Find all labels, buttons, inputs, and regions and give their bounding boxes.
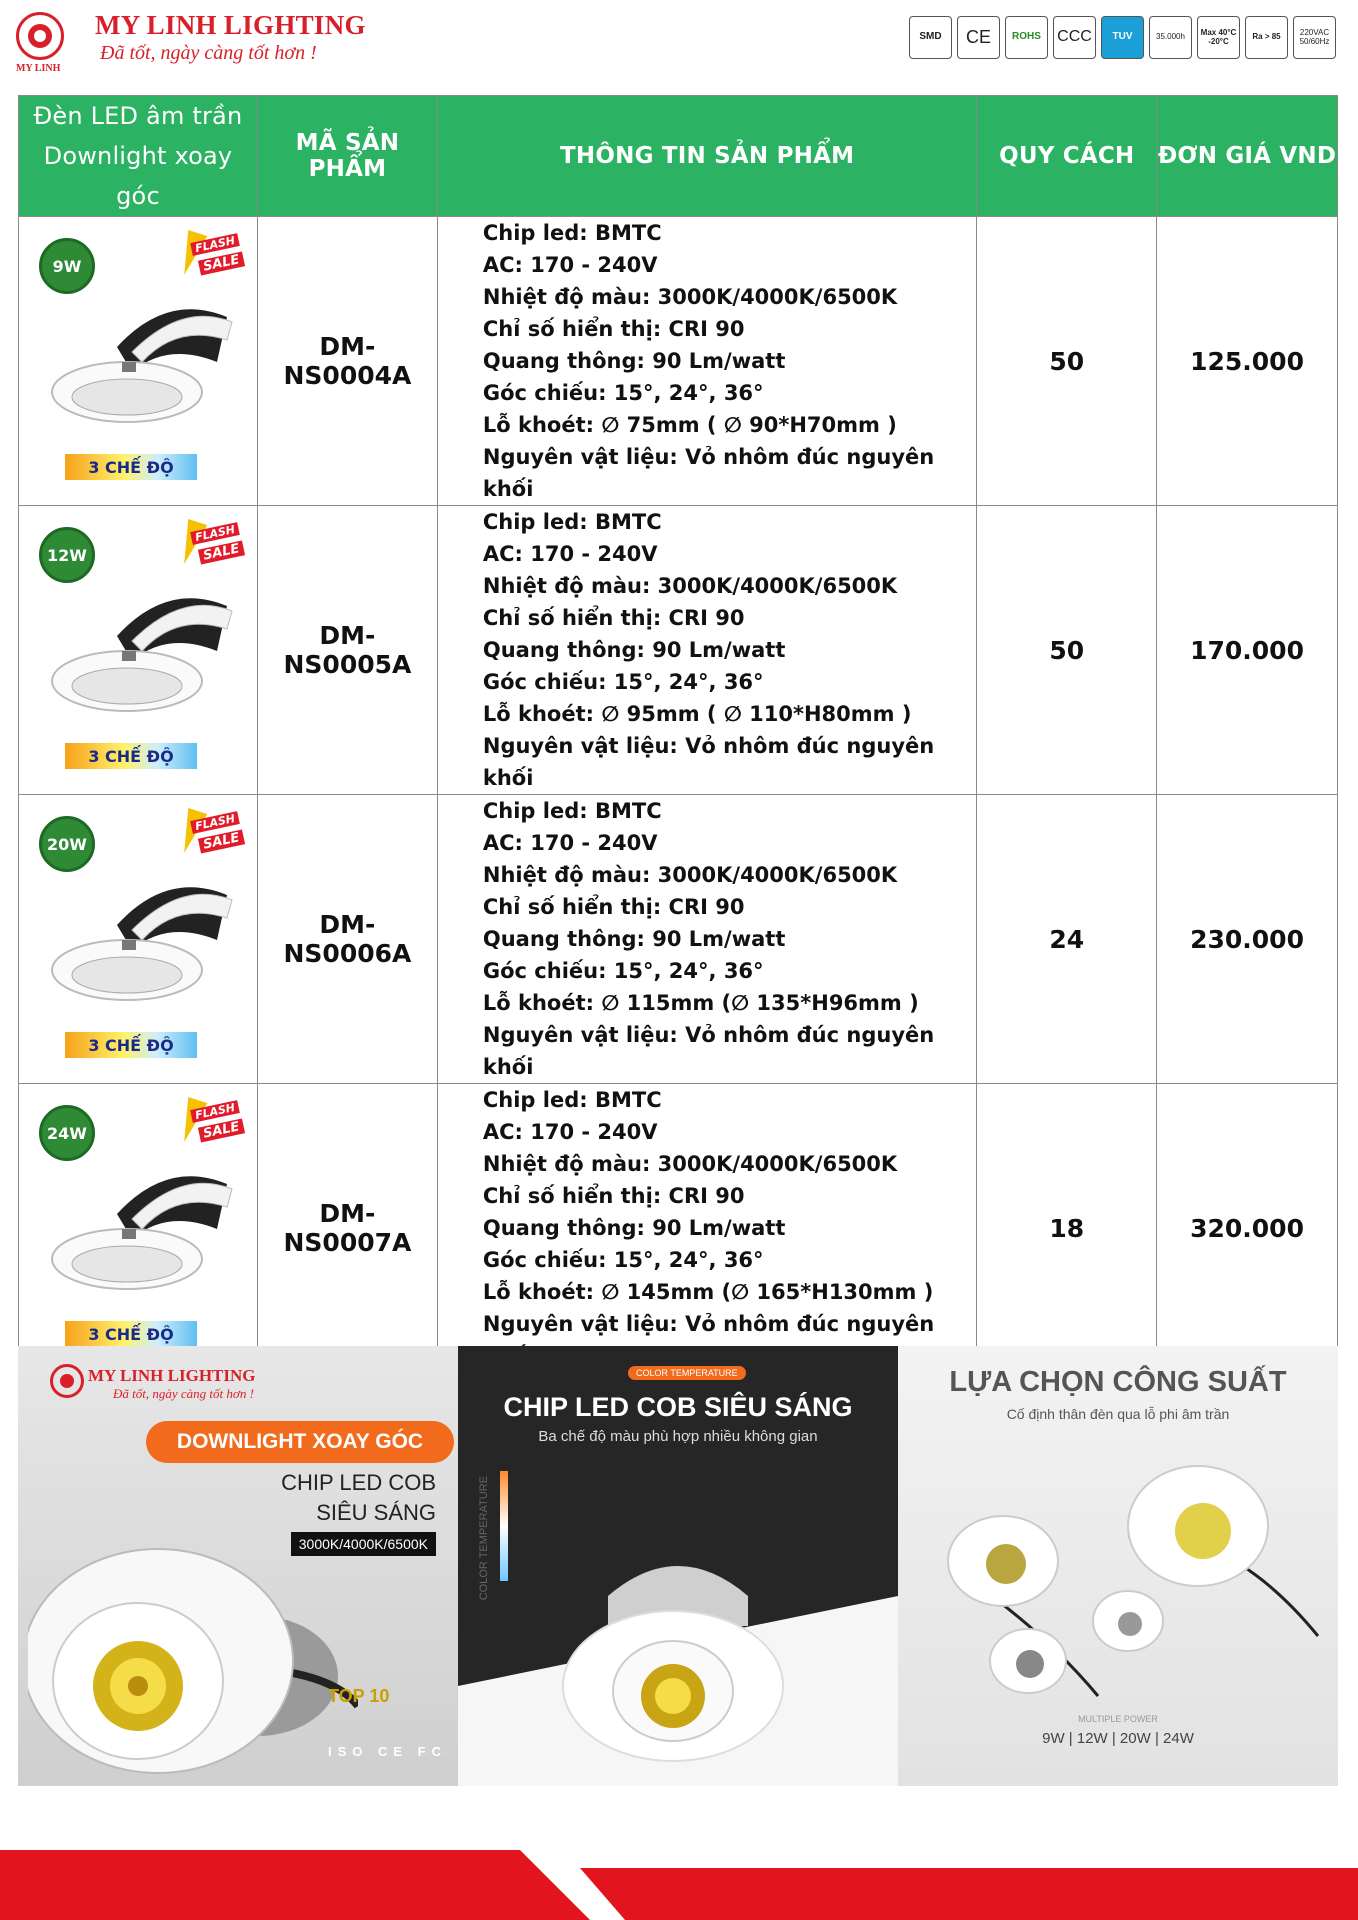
downlight-product-photo bbox=[47, 292, 237, 432]
lifetime-icon: 35.000h bbox=[1149, 16, 1192, 59]
package-quantity: 50 bbox=[977, 217, 1157, 506]
flash-label: FLASH bbox=[190, 1100, 240, 1123]
temperature-badge: 3000K/4000K/6500K bbox=[291, 1532, 436, 1556]
table-row bbox=[19, 506, 1338, 795]
sale-label: SALE bbox=[198, 830, 245, 854]
header-info: THÔNG TIN SẢN PHẨM bbox=[437, 96, 976, 217]
product-image-cell bbox=[19, 1084, 258, 1373]
promo-line-1: CHIP LED COB bbox=[281, 1470, 436, 1495]
product-image-cell bbox=[19, 217, 258, 506]
brand-slogan: Đã tốt, ngày càng tốt hơn ! bbox=[100, 42, 317, 64]
scale-label: COLOR TEMPERATURE bbox=[478, 1476, 490, 1601]
package-quantity: 18 bbox=[977, 1084, 1157, 1373]
table-row bbox=[19, 795, 1338, 1084]
wattage-badge: 24W bbox=[39, 1105, 95, 1161]
multiple-power-label: MULTIPLE POWER bbox=[1078, 1714, 1158, 1724]
spec-line: AC: 170 - 240V bbox=[482, 831, 658, 855]
spec-line: Nguyên vật liệu: Vỏ nhôm đúc nguyên khối bbox=[482, 734, 935, 790]
ccc-icon: CCC bbox=[1053, 16, 1096, 59]
three-mode-badge: 3 CHẾ ĐỘ bbox=[65, 1032, 197, 1058]
my-linh-logo-icon bbox=[50, 1364, 84, 1398]
promo-power-title: LỰA CHỌN CÔNG SUẤT bbox=[949, 1366, 1287, 1398]
three-mode-badge: 3 CHẾ ĐỘ bbox=[65, 454, 197, 480]
product-code: DM-NS0007A bbox=[257, 1084, 437, 1373]
tuv-icon: TUV bbox=[1101, 16, 1144, 59]
product-specs bbox=[437, 795, 976, 1084]
spec-line: Góc chiếu: 15°, 24°, 36° bbox=[482, 1248, 764, 1272]
flash-label: FLASH bbox=[190, 233, 240, 256]
spec-line: Nguyên vật liệu: Vỏ nhôm đúc nguyên khối bbox=[482, 445, 935, 501]
spec-line: Nhiệt độ màu: 3000K/4000K/6500K bbox=[482, 285, 898, 309]
unit-price: 170.000 bbox=[1157, 506, 1338, 795]
flash-sale-icon bbox=[181, 1099, 243, 1147]
product-image-cell bbox=[19, 506, 258, 795]
spec-line: Nguyên vật liệu: Vỏ nhôm đúc nguyên bbox=[482, 1312, 935, 1336]
three-mode-badge: 3 CHẾ ĐỘ bbox=[65, 743, 197, 769]
certification-row bbox=[909, 16, 1336, 59]
spec-line: Nhiệt độ màu: 3000K/4000K/6500K bbox=[482, 574, 898, 598]
package-quantity: 50 bbox=[977, 506, 1157, 795]
product-specs bbox=[437, 506, 976, 795]
product-code: DM-NS0004A bbox=[257, 217, 437, 506]
downlight-product-photo bbox=[47, 1159, 237, 1299]
header-code: MÃ SẢN PHẨM bbox=[257, 96, 437, 217]
spec-line: AC: 170 - 240V bbox=[482, 1120, 658, 1144]
power-icon: 220VAC 50/60Hz bbox=[1293, 16, 1336, 59]
spec-line: Lỗ khoét: ∅ 145mm (∅ 165*H130mm ) bbox=[482, 1280, 934, 1304]
my-linh-logo-icon bbox=[16, 12, 64, 60]
header-product-line: Downlight xoay góc bbox=[43, 142, 233, 210]
page-header bbox=[0, 0, 1358, 90]
promo-brand: MY LINH LIGHTING bbox=[88, 1366, 256, 1385]
flash-sale-icon bbox=[181, 810, 243, 858]
color-temperature-scale bbox=[500, 1471, 508, 1581]
spec-line: Quang thông: 90 Lm/watt bbox=[482, 927, 786, 951]
brand-name: MY LINH LIGHTING bbox=[95, 10, 366, 40]
wattage-badge: 20W bbox=[39, 816, 95, 872]
flash-label: FLASH bbox=[190, 811, 240, 834]
temperature-icon: Max 40°C -20°C bbox=[1197, 16, 1240, 59]
flash-sale-icon bbox=[181, 521, 243, 569]
spec-line: Quang thông: 90 Lm/watt bbox=[482, 1216, 786, 1240]
spec-line: Nguyên vật liệu: Vỏ nhôm đúc nguyên khối bbox=[482, 1023, 935, 1079]
spec-line: Lỗ khoét: ∅ 75mm ( ∅ 90*H70mm ) bbox=[482, 413, 897, 437]
eye-icon: Ra > 85 bbox=[1245, 16, 1288, 59]
header-product-line: Đèn LED âm trần bbox=[33, 102, 243, 130]
color-temperature-tag: COLOR TEMPERATURE bbox=[628, 1366, 746, 1380]
sale-label: SALE bbox=[198, 252, 245, 276]
flash-sale-icon bbox=[181, 232, 243, 280]
unit-price: 320.000 bbox=[1157, 1084, 1338, 1373]
spec-line: Góc chiếu: 15°, 24°, 36° bbox=[482, 959, 764, 983]
spec-line: Lỗ khoét: ∅ 115mm (∅ 135*H96mm ) bbox=[482, 991, 919, 1015]
three-mode-badge: 3 CHẾ ĐỘ bbox=[65, 1321, 197, 1347]
wattage-badge: 9W bbox=[39, 238, 95, 294]
spec-line: Chip led: BMTC bbox=[482, 799, 662, 823]
cert-logos: ISO CE FC bbox=[328, 1744, 448, 1759]
wattage-badge: 12W bbox=[39, 527, 95, 583]
ceiling-lamp-photo bbox=[458, 1566, 898, 1786]
spec-line: Chỉ số hiển thị: CRI 90 bbox=[482, 895, 745, 919]
table-header-row bbox=[19, 96, 1338, 217]
promo-headline bbox=[281, 1468, 436, 1528]
promo-banner-cob bbox=[458, 1346, 898, 1786]
header-price: ĐƠN GIÁ VND bbox=[1157, 96, 1338, 217]
product-specs bbox=[437, 217, 976, 506]
footer-stripe bbox=[0, 1840, 1358, 1920]
spec-line: Chỉ số hiển thị: CRI 90 bbox=[482, 317, 745, 341]
spec-line: Nhiệt độ màu: 3000K/4000K/6500K bbox=[482, 1152, 898, 1176]
logo-caption: MY LINH bbox=[16, 63, 61, 74]
product-code: DM-NS0005A bbox=[257, 506, 437, 795]
promo-slogan: Đã tốt, ngày càng tốt hơn ! bbox=[113, 1386, 254, 1401]
spec-line: Góc chiếu: 15°, 24°, 36° bbox=[482, 381, 764, 405]
spec-line: Góc chiếu: 15°, 24°, 36° bbox=[482, 670, 764, 694]
table-row bbox=[19, 217, 1338, 506]
downlight-product-photo bbox=[47, 870, 237, 1010]
smd-icon: SMD bbox=[909, 16, 952, 59]
product-specs bbox=[437, 1084, 976, 1373]
spec-line: Quang thông: 90 Lm/watt bbox=[482, 638, 786, 662]
rohs-icon: ROHS bbox=[1005, 16, 1048, 59]
promo-banner-power bbox=[898, 1346, 1338, 1786]
spec-line: AC: 170 - 240V bbox=[482, 542, 658, 566]
product-code: DM-NS0006A bbox=[257, 795, 437, 1084]
promo-line-2: SIÊU SÁNG bbox=[316, 1500, 436, 1525]
promo-banner-downlight bbox=[18, 1346, 458, 1786]
sale-label: SALE bbox=[198, 541, 245, 565]
package-quantity: 24 bbox=[977, 795, 1157, 1084]
unit-price: 230.000 bbox=[1157, 795, 1338, 1084]
product-table bbox=[18, 95, 1338, 1373]
spec-line: Nhiệt độ màu: 3000K/4000K/6500K bbox=[482, 863, 898, 887]
power-options: 9W | 12W | 20W | 24W bbox=[1042, 1730, 1194, 1747]
spec-line: AC: 170 - 240V bbox=[482, 253, 658, 277]
spec-line: Quang thông: 90 Lm/watt bbox=[482, 349, 786, 373]
promo-power-subtitle: Cố định thân đèn qua lỗ phi âm trần bbox=[1006, 1406, 1230, 1422]
table-row bbox=[19, 1084, 1338, 1373]
downlight-product-photo bbox=[47, 581, 237, 721]
promo-title-pill: DOWNLIGHT XOAY GÓC bbox=[146, 1421, 454, 1463]
spec-line: Chip led: BMTC bbox=[482, 221, 662, 245]
header-qty: QUY CÁCH bbox=[977, 96, 1157, 217]
product-image-cell bbox=[19, 795, 258, 1084]
flash-label: FLASH bbox=[190, 522, 240, 545]
sale-label: SALE bbox=[198, 1119, 245, 1143]
spec-line: Lỗ khoét: ∅ 95mm ( ∅ 110*H80mm ) bbox=[482, 702, 912, 726]
spec-line: Chip led: BMTC bbox=[482, 1088, 662, 1112]
header-product bbox=[19, 96, 258, 217]
lamp-sizes-photo bbox=[898, 1436, 1338, 1716]
spec-line: Chỉ số hiển thị: CRI 90 bbox=[482, 606, 745, 630]
ce-icon: CE bbox=[957, 16, 1000, 59]
spec-line: Chip led: BMTC bbox=[482, 510, 662, 534]
award-top10-icon: TOP 10 bbox=[328, 1686, 390, 1706]
promo-cob-subtitle: Ba chế độ màu phù hợp nhiều không gian bbox=[538, 1428, 818, 1445]
promo-cob-title: CHIP LED COB SIÊU SÁNG bbox=[503, 1392, 853, 1422]
spec-line: Chỉ số hiển thị: CRI 90 bbox=[482, 1184, 745, 1208]
unit-price: 125.000 bbox=[1157, 217, 1338, 506]
